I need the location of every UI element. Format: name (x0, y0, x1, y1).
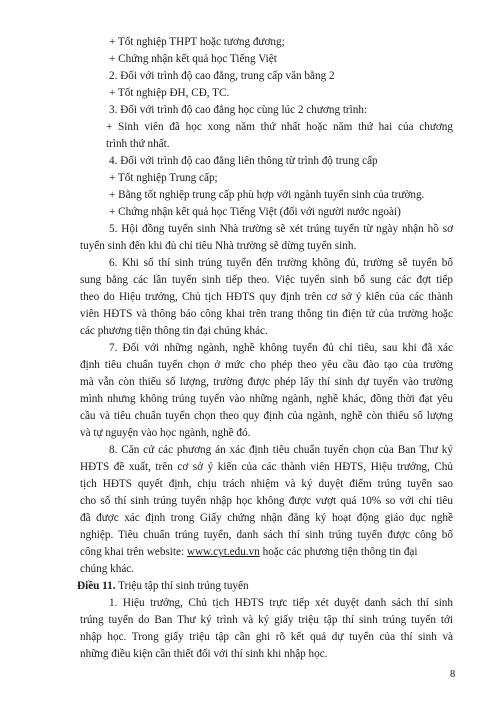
text-line: 5. Hội đồng tuyển sinh Nhà trường sẽ xét trúng tuyển từ ngày nhận hồ sơ (109, 223, 453, 235)
text-line: viên HĐTS và thông báo công khai trên trang thông tin điện tử của trường hoặc (80, 308, 453, 320)
website-line (80, 544, 453, 561)
text-line: các phương tiện thông tin đại chúng khác. (80, 325, 268, 337)
website-link[interactable]: www.cyt.edu.vn (186, 546, 260, 558)
text-line: 1. Hiệu trưởng, Chủ tịch HĐTS trực tiếp xét duyệt danh sách thí sinh (109, 597, 453, 609)
text-line: theo do Hiệu trưởng, Chủ tịch HĐTS quy định trên cơ sở ý kiến của các thành (80, 291, 453, 303)
text-line: sung bằng các lần tuyển sinh tiếp theo. Việc tuyển sinh bổ sung các đợt tiếp (80, 274, 453, 286)
text-line: những điều kiện cần thiết đối với thí sinh khi nhập học. (80, 648, 328, 660)
text-line: mà vẫn còn thiếu số lượng, trường được phép lấy thí sinh dự tuyển vào trường (80, 376, 453, 388)
text-line: 8. Căn cứ các phương án xác định tiêu chuẩn tuyển chọn của Ban Thư ký (109, 444, 453, 456)
text-line: 3. Đối với trình độ cao đẳng học cùng lúc 2 chương trình: (109, 104, 368, 116)
text-line: nhập học. Trong giấy triệu tập cần ghi rõ kết quả dự tuyển của thí sinh và (80, 631, 453, 643)
text-line: 7. Đối với những ngành, nghề không tuyển đủ chỉ tiêu, sau khi đã xác (109, 342, 453, 354)
website-prefix: công khai trên website: (80, 546, 185, 558)
text-line: tuyển sinh đến khi đủ chỉ tiêu Nhà trường sẽ dừng tuyển sinh. (80, 240, 357, 252)
text-line: chúng khác. (80, 563, 135, 575)
page-content (77, 34, 453, 663)
text-line: 2. Đối với trình độ cao đẳng, trung cấp văn bằng 2 (109, 70, 335, 82)
text-line: trình thứ nhất. (106, 138, 170, 150)
text-line: + Tốt nghiệp THPT hoặc tương đương; (109, 36, 285, 48)
text-line: tịch HĐTS quyết định, chịu trách nhiệm và ký duyệt điểm trúng tuyển sao (80, 478, 453, 490)
text-line: đã được xác định trong Giấy chứng nhận đăng ký hoạt động giáo dục nghề (80, 512, 453, 524)
text-line: và tự nguyện vào học ngành, nghề đó. (80, 427, 251, 439)
page-number: 8 (450, 669, 456, 680)
text-line: mình nhưng không trúng tuyển vào những ngành, nghề khác, đồng thời đạt yêu (80, 393, 453, 405)
text-line: cầu và tiêu chuẩn tuyển chọn theo quy định của ngành, nghề còn thiếu số lượng (80, 410, 453, 422)
article-title: Triệu tập thí sinh trúng tuyển (118, 580, 249, 592)
article-number: Điều 11. (77, 580, 116, 592)
article-heading-line (77, 578, 453, 595)
website-suffix: hoặc các phương tiện thông tin đại (262, 546, 418, 558)
text-line: định tiêu chuẩn tuyển chọn ở mức cho phép theo yêu cầu đào tạo của trường (80, 359, 453, 371)
text-line: + Chứng nhận kết quả học Tiếng Việt (đối với người nước ngoài) (109, 206, 401, 218)
text-line: + Tốt nghiệp Trung cấp; (109, 172, 218, 184)
text-line: HĐTS đề xuất, trên cơ sở ý kiến của các thành viên HĐTS, Hiệu trưởng, Chủ (80, 461, 453, 473)
text-line: + Bằng tốt nghiệp trung cấp phù hợp với ngành tuyển sinh của trường. (109, 189, 425, 201)
text-line: nghiệp. Tiêu chuẩn trúng tuyển, danh sách thí sinh trúng tuyển được công bố (80, 529, 453, 541)
text-line: + Sinh viên đã học xong năm thứ nhất hoặc năm thứ hai của chương (106, 121, 453, 133)
text-line: 4. Đối với trình độ cao đẳng liên thông từ trình độ trung cấp (109, 155, 378, 167)
text-line: 6. Khi số thí sinh trúng tuyển đến trường không đủ, trường sẽ tuyển bổ (109, 257, 453, 269)
text-line: + Chứng nhận kết quả học Tiếng Việt (109, 53, 277, 65)
text-line: trúng tuyển do Ban Thư ký trình và ký giấy triệu tập thí sinh trúng tuyển tới (80, 614, 453, 626)
text-line: cho số thí sinh trúng tuyển nhập học không được vượt quá 10% so với chỉ tiêu (80, 495, 453, 507)
text-line: + Tốt nghiệp ĐH, CĐ, TC. (109, 87, 230, 99)
